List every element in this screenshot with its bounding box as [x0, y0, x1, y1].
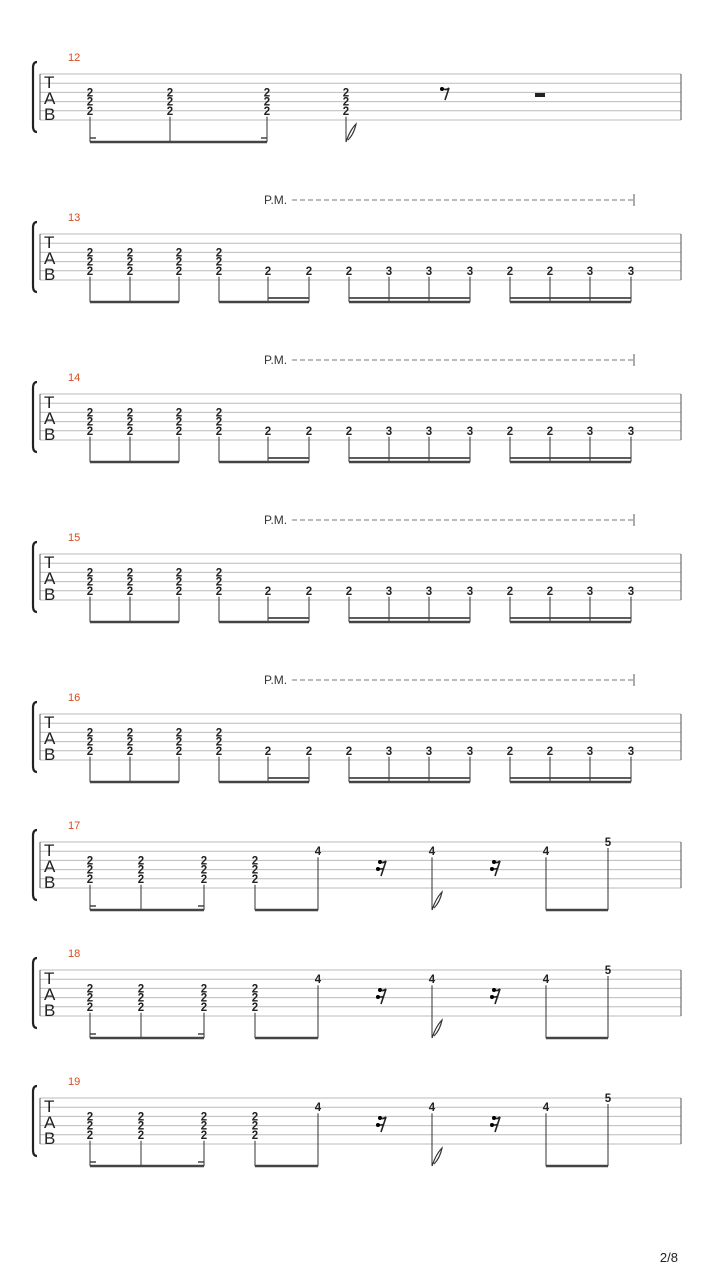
fret-number: 5 [604, 837, 612, 849]
fret-number: 3 [586, 425, 594, 438]
measure-number: 16 [68, 692, 81, 704]
palm-mute-label: P.M. [264, 193, 288, 207]
fret-number: 2 [166, 105, 174, 118]
fret-number: 5 [604, 1093, 612, 1105]
fret-number: 2 [86, 1001, 94, 1014]
fret-number: 2 [86, 1129, 94, 1142]
tab-clef-letter: A [44, 409, 56, 428]
fret-number: 2 [200, 1120, 208, 1133]
fret-number: 2 [215, 736, 223, 749]
tab-clef-letter: A [44, 89, 56, 108]
fret-number: 2 [345, 425, 353, 438]
fret-number: 2 [546, 425, 554, 438]
fret-number: 2 [215, 256, 223, 269]
fret-number: 3 [466, 425, 474, 438]
fret-number: 2 [251, 1129, 259, 1142]
fret-number: 4 [428, 846, 436, 859]
fret-number: 2 [251, 1001, 259, 1014]
palm-mute-label: P.M. [264, 353, 288, 367]
fret-number: 2 [251, 873, 259, 886]
eighth-rest-dot [440, 87, 444, 91]
fret-number: 2 [86, 256, 94, 269]
fret-number: 2 [546, 585, 554, 598]
fret-number: 2 [263, 96, 271, 109]
fret-number: 2 [215, 727, 223, 740]
fret-number: 2 [200, 1111, 208, 1124]
fret-number: 4 [542, 846, 550, 859]
fret-number: 2 [175, 265, 183, 278]
system-bracket [33, 702, 37, 772]
sixteenth-rest-dot [492, 988, 496, 992]
fret-number: 2 [345, 745, 353, 758]
fret-number: 3 [627, 425, 635, 438]
fret-number: 2 [86, 1120, 94, 1133]
fret-number: 2 [86, 407, 94, 420]
fret-number: 2 [506, 745, 514, 758]
fret-number: 2 [546, 265, 554, 278]
fret-number: 2 [137, 983, 145, 996]
fret-number: 2 [86, 727, 94, 740]
fret-number: 2 [175, 425, 183, 438]
fret-number: 2 [126, 585, 134, 598]
tab-clef-letter: T [44, 233, 55, 252]
fret-number: 2 [264, 265, 272, 278]
fret-number: 2 [215, 567, 223, 580]
tab-clef-letter: A [44, 249, 56, 268]
fret-number: 2 [137, 873, 145, 886]
fret-number: 3 [425, 265, 433, 278]
fret-number: 2 [263, 87, 271, 100]
system-bracket [33, 542, 37, 612]
tab-clef-letter: B [44, 1129, 56, 1148]
fret-number: 4 [314, 1102, 322, 1115]
fret-number: 3 [466, 745, 474, 758]
tab-clef-letter: T [44, 73, 55, 92]
fret-number: 4 [428, 974, 436, 987]
fret-number: 2 [166, 87, 174, 100]
fret-number: 2 [251, 855, 259, 868]
fret-number: 3 [385, 265, 393, 278]
tab-clef-letter: B [44, 425, 56, 444]
fret-number: 2 [86, 87, 94, 100]
fret-number: 3 [586, 745, 594, 758]
fret-number: 2 [264, 425, 272, 438]
fret-number: 3 [385, 425, 393, 438]
fret-number: 3 [385, 745, 393, 758]
system-bracket [33, 382, 37, 452]
fret-number: 2 [86, 873, 94, 886]
fret-number: 2 [342, 105, 350, 118]
fret-number: 2 [126, 256, 134, 269]
fret-number: 3 [385, 585, 393, 598]
sixteenth-rest-dot [490, 995, 494, 999]
fret-number: 4 [542, 1102, 550, 1115]
measure-number: 19 [68, 1076, 81, 1088]
fret-number: 2 [506, 425, 514, 438]
fret-number: 2 [215, 416, 223, 429]
system-bracket [33, 958, 37, 1028]
fret-number: 5 [604, 965, 612, 977]
fret-number: 4 [314, 846, 322, 859]
fret-number: 2 [345, 585, 353, 598]
tab-clef-letter: T [44, 713, 55, 732]
fret-number: 2 [215, 576, 223, 589]
measure-number: 13 [68, 212, 81, 224]
fret-number: 2 [506, 265, 514, 278]
system-bracket [33, 830, 37, 900]
fret-number: 2 [137, 1129, 145, 1142]
palm-mute-label: P.M. [264, 513, 288, 527]
fret-number: 2 [200, 983, 208, 996]
fret-number: 2 [86, 864, 94, 877]
fret-number: 2 [86, 983, 94, 996]
fret-number: 2 [126, 407, 134, 420]
page-number: 2/8 [659, 1250, 678, 1265]
fret-number: 2 [305, 585, 313, 598]
fret-number: 2 [251, 1120, 259, 1133]
sixteenth-rest-dot [376, 1123, 380, 1127]
fret-number: 4 [314, 974, 322, 987]
sixteenth-rest-dot [490, 867, 494, 871]
fret-number: 2 [342, 87, 350, 100]
measure-number: 12 [68, 52, 81, 64]
fret-number: 3 [466, 585, 474, 598]
fret-number: 2 [305, 265, 313, 278]
tab-clef-letter: A [44, 985, 56, 1004]
fret-number: 2 [166, 96, 174, 109]
fret-number: 2 [137, 855, 145, 868]
tab-clef-letter: B [44, 1001, 56, 1020]
fret-number: 2 [175, 736, 183, 749]
half-rest [535, 93, 545, 97]
fret-number: 2 [126, 567, 134, 580]
tab-clef-letter: B [44, 585, 56, 604]
fret-number: 2 [126, 727, 134, 740]
fret-number: 2 [345, 265, 353, 278]
fret-number: 2 [86, 736, 94, 749]
fret-number: 3 [627, 745, 635, 758]
fret-number: 2 [86, 745, 94, 758]
tab-clef-letter: T [44, 841, 55, 860]
note-flag [432, 892, 442, 910]
system-bracket [33, 62, 37, 132]
fret-number: 2 [200, 1129, 208, 1142]
fret-number: 2 [305, 745, 313, 758]
fret-number: 2 [137, 1001, 145, 1014]
tab-clef-letter: T [44, 1097, 55, 1116]
fret-number: 2 [175, 585, 183, 598]
fret-number: 2 [137, 1120, 145, 1133]
system-bracket [33, 222, 37, 292]
tab-clef-letter: T [44, 553, 55, 572]
fret-number: 2 [200, 864, 208, 877]
tab-clef-letter: T [44, 969, 55, 988]
fret-number: 2 [200, 992, 208, 1005]
tab-clef-letter: A [44, 1113, 56, 1132]
fret-number: 2 [86, 425, 94, 438]
palm-mute-label: P.M. [264, 673, 288, 687]
fret-number: 2 [86, 585, 94, 598]
fret-number: 2 [215, 265, 223, 278]
fret-number: 2 [86, 96, 94, 109]
fret-number: 2 [126, 736, 134, 749]
fret-number: 2 [251, 983, 259, 996]
fret-number: 2 [175, 727, 183, 740]
fret-number: 2 [175, 256, 183, 269]
fret-number: 2 [86, 265, 94, 278]
measure-number: 18 [68, 948, 81, 960]
sixteenth-rest-dot [490, 1123, 494, 1127]
sixteenth-rest-dot [492, 1116, 496, 1120]
fret-number: 3 [627, 585, 635, 598]
fret-number: 2 [546, 745, 554, 758]
fret-number: 2 [200, 873, 208, 886]
note-flag [346, 124, 356, 142]
fret-number: 2 [215, 407, 223, 420]
tab-clef-letter: B [44, 265, 56, 284]
fret-number: 4 [542, 974, 550, 987]
sixteenth-rest-dot [492, 860, 496, 864]
fret-number: 2 [86, 855, 94, 868]
fret-number: 3 [627, 265, 635, 278]
fret-number: 4 [428, 1102, 436, 1115]
fret-number: 2 [506, 585, 514, 598]
fret-number: 2 [175, 576, 183, 589]
fret-number: 2 [126, 416, 134, 429]
fret-number: 2 [86, 247, 94, 260]
fret-number: 2 [175, 745, 183, 758]
fret-number: 2 [342, 96, 350, 109]
fret-number: 2 [126, 425, 134, 438]
fret-number: 2 [251, 1111, 259, 1124]
fret-number: 2 [175, 247, 183, 260]
tab-clef-letter: T [44, 393, 55, 412]
fret-number: 2 [137, 992, 145, 1005]
fret-number: 2 [305, 425, 313, 438]
fret-number: 2 [251, 992, 259, 1005]
tab-clef-letter: B [44, 745, 56, 764]
fret-number: 2 [215, 585, 223, 598]
measure-number: 15 [68, 532, 81, 544]
measure-number: 17 [68, 820, 81, 832]
fret-number: 2 [86, 576, 94, 589]
fret-number: 2 [264, 745, 272, 758]
sixteenth-rest-dot [378, 988, 382, 992]
sixteenth-rest-dot [378, 1116, 382, 1120]
fret-number: 2 [175, 567, 183, 580]
fret-number: 3 [425, 745, 433, 758]
fret-number: 2 [86, 416, 94, 429]
sixteenth-rest-dot [378, 860, 382, 864]
fret-number: 2 [215, 247, 223, 260]
measure-number: 14 [68, 372, 81, 384]
system-bracket [33, 1086, 37, 1156]
fret-number: 2 [200, 855, 208, 868]
fret-number: 2 [251, 864, 259, 877]
fret-number: 2 [126, 576, 134, 589]
fret-number: 2 [175, 416, 183, 429]
fret-number: 2 [126, 265, 134, 278]
fret-number: 2 [215, 745, 223, 758]
note-flag [432, 1148, 442, 1166]
fret-number: 2 [86, 992, 94, 1005]
tab-clef-letter: B [44, 105, 56, 124]
sixteenth-rest-dot [376, 995, 380, 999]
fret-number: 2 [126, 247, 134, 260]
fret-number: 2 [175, 407, 183, 420]
fret-number: 2 [200, 1001, 208, 1014]
fret-number: 2 [137, 864, 145, 877]
fret-number: 3 [586, 585, 594, 598]
note-flag [432, 1020, 442, 1038]
fret-number: 3 [425, 425, 433, 438]
tab-clef-letter: A [44, 569, 56, 588]
fret-number: 2 [215, 425, 223, 438]
fret-number: 3 [586, 265, 594, 278]
fret-number: 2 [263, 105, 271, 118]
fret-number: 2 [264, 585, 272, 598]
sixteenth-rest-dot [376, 867, 380, 871]
fret-number: 2 [137, 1111, 145, 1124]
tab-clef-letter: A [44, 857, 56, 876]
fret-number: 2 [86, 1111, 94, 1124]
fret-number: 3 [466, 265, 474, 278]
fret-number: 2 [126, 745, 134, 758]
fret-number: 2 [86, 105, 94, 118]
fret-number: 3 [425, 585, 433, 598]
tab-clef-letter: B [44, 873, 56, 892]
tab-clef-letter: A [44, 729, 56, 748]
fret-number: 2 [86, 567, 94, 580]
